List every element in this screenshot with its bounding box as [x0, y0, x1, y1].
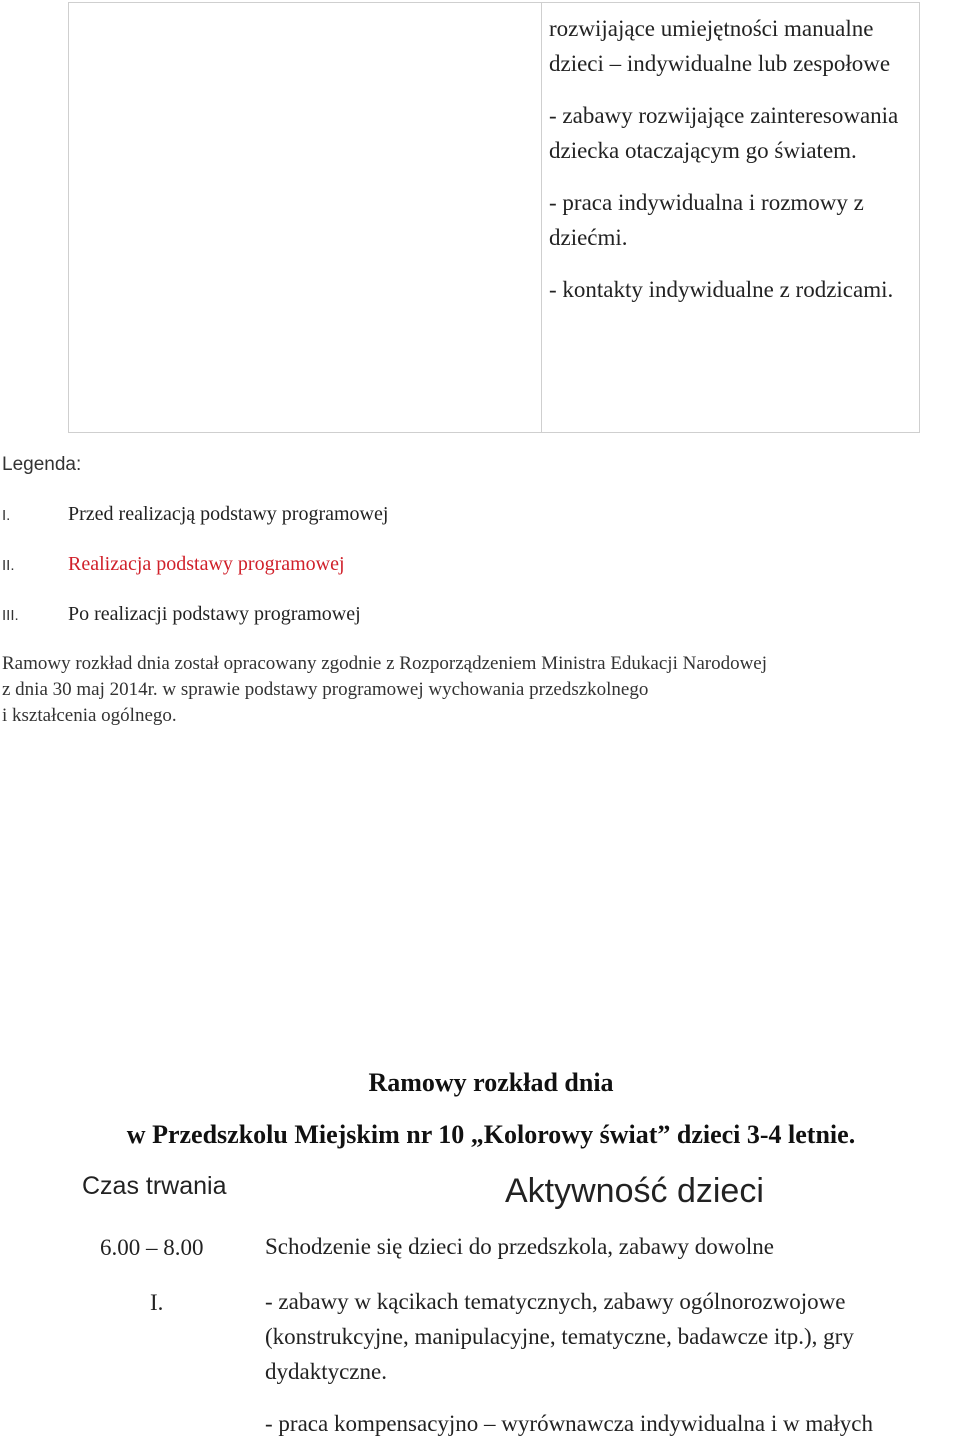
- activity-paragraph: - zabawy rozwijające zainteresowania dziecka otaczającym go światem.: [549, 103, 899, 163]
- table-right-cell: [549, 11, 921, 324]
- note-line: z dnia 30 maj 2014r. w sprawie podstawy programowej wychowania przedszkolnego: [2, 679, 649, 700]
- column-header-activity: Aktywność dzieci: [505, 1172, 764, 1210]
- legend-text: Przed realizacją podstawy programowej: [68, 503, 389, 525]
- note-line: Ramowy rozkład dnia został opracowany zgodnie z Rozporządzeniem Ministra Edukacji Narodowej: [2, 653, 768, 674]
- legend-text: Po realizacji podstawy programowej: [68, 603, 361, 625]
- legend-number: I.: [2, 507, 11, 524]
- schedule-row-line: (konstrukcyjne, manipulacyjne, tematyczne, badawcze itp.), gry: [265, 1324, 854, 1349]
- top-table: [68, 2, 920, 433]
- note-line: i kształcenia ogólnego.: [2, 705, 177, 726]
- column-header-time: Czas trwania: [82, 1172, 227, 1200]
- schedule-row-time: I.: [150, 1290, 164, 1315]
- legend-number: II.: [2, 557, 15, 574]
- schedule-row-line: - zabawy w kącikach tematycznych, zabawy ogólnorozwojowe: [265, 1289, 846, 1314]
- schedule-row-time: 6.00 – 8.00: [100, 1235, 204, 1260]
- activity-paragraph: rozwijające umiejętności manualne dzieci – indywidualne lub zespołowe: [549, 16, 891, 76]
- activity-paragraph: - praca indywidualna i rozmowy z dziećmi.: [549, 190, 864, 250]
- schedule-row-line: - praca kompensacyjno – wyrównawcza indywidualna i w małych: [265, 1411, 874, 1436]
- schedule-row-text: [265, 1284, 960, 1441]
- schedule-row-text: [265, 1229, 960, 1281]
- schedule-row-line: dydaktyczne.: [265, 1359, 387, 1384]
- activity-paragraph: - kontakty indywidualne z rodzicami.: [549, 277, 894, 302]
- table-column-divider: [541, 3, 542, 432]
- legend-number: III.: [2, 607, 19, 624]
- schedule-subtitle: w Przedszkolu Miejskim nr 10 „Kolorowy świat” dzieci 3-4 letnie.: [126, 1120, 856, 1149]
- legend-text: Realizacja podstawy programowej: [68, 553, 345, 575]
- regulation-note: [2, 651, 932, 729]
- legend-title: Legenda:: [2, 454, 82, 475]
- schedule-title: Ramowy rozkład dnia: [368, 1068, 614, 1097]
- schedule-row-line: Schodzenie się dzieci do przedszkola, zabawy dowolne: [265, 1234, 774, 1259]
